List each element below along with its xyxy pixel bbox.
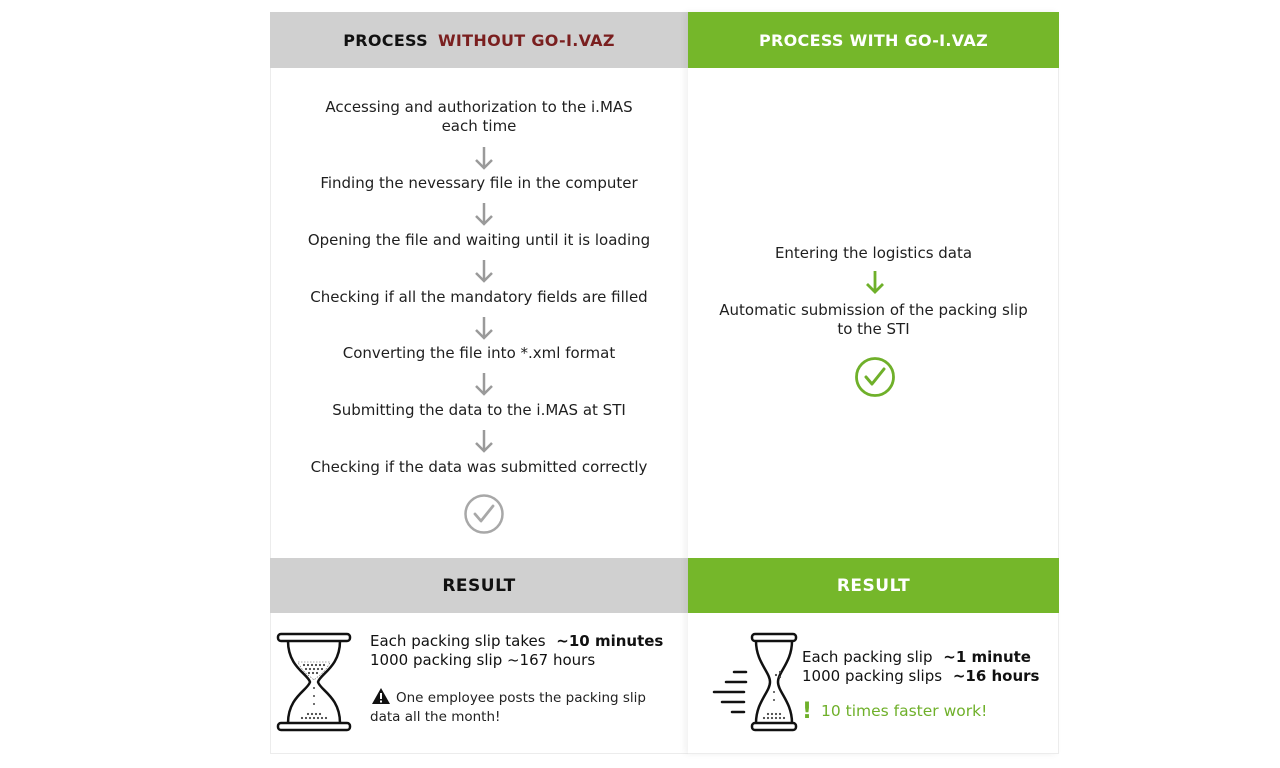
without-header — [270, 12, 688, 68]
with-result-line1 — [802, 648, 1031, 667]
with-result-line2 — [802, 667, 1039, 686]
step-submit: Submitting the data to the i.MAS at STI — [332, 401, 626, 419]
arrow-down-icon — [474, 201, 494, 227]
without-time-label: Each packing slip takes — [370, 632, 546, 650]
with-total-label: 1000 packing slips — [802, 667, 943, 685]
hourglass-icon — [712, 632, 802, 732]
step-access: Accessing and authorization to the i.MAS — [325, 98, 633, 116]
with-highlight — [802, 699, 988, 724]
without-column — [270, 12, 688, 754]
with-header-title: PROCESS WITH GO-I.VAZ — [759, 30, 988, 50]
arrow-down-icon — [474, 315, 494, 341]
step-find-file: Finding the nevessary file in the computer — [320, 174, 638, 192]
check-circle-icon — [854, 356, 896, 398]
without-result-line2: 1000 packing slip ~167 hours — [370, 651, 596, 669]
with-highlight-text: 10 times faster work! — [820, 702, 988, 720]
without-header-prefix: PROCESS — [343, 30, 428, 50]
hourglass-icon — [276, 632, 352, 732]
without-time-value: ~10 minutes — [556, 632, 664, 650]
step-convert: Converting the file into *.xml format — [342, 344, 616, 362]
without-result-header: RESULT — [270, 558, 688, 613]
step-auto-submit-cont: to the STI — [837, 320, 910, 338]
step-open-file: Opening the file and waiting until it is loading — [307, 231, 651, 249]
arrow-down-icon — [474, 258, 494, 284]
arrow-down-icon — [474, 371, 494, 397]
with-time-label: Each packing slip — [802, 648, 933, 666]
arrow-down-icon — [474, 428, 494, 454]
warning-icon — [371, 687, 391, 705]
check-circle-icon — [463, 493, 505, 535]
step-enter-data: Entering the logistics data — [774, 244, 973, 262]
with-header — [688, 12, 1059, 68]
arrow-down-icon — [474, 145, 494, 171]
with-total-value: ~16 hours — [952, 667, 1040, 685]
without-warning-line1: One employee posts the packing slip — [396, 690, 646, 706]
with-column — [688, 12, 1059, 754]
without-header-suffix: WITHOUT GO-I.VAZ — [437, 30, 615, 50]
exclamation-icon: ! — [802, 699, 813, 724]
step-access-cont: each time — [441, 117, 517, 135]
without-result-line1 — [370, 632, 663, 651]
arrow-down-icon — [865, 269, 885, 295]
step-verify: Checking if the data was submitted correctly — [310, 458, 648, 476]
without-warning-line2: data all the month! — [370, 709, 501, 725]
step-auto-submit: Automatic submission of the packing slip — [719, 301, 1028, 319]
with-time-value: ~1 minute — [943, 648, 1031, 666]
with-result-header: RESULT — [688, 558, 1059, 613]
step-check-fields: Checking if all the mandatory fields are filled — [310, 288, 648, 306]
